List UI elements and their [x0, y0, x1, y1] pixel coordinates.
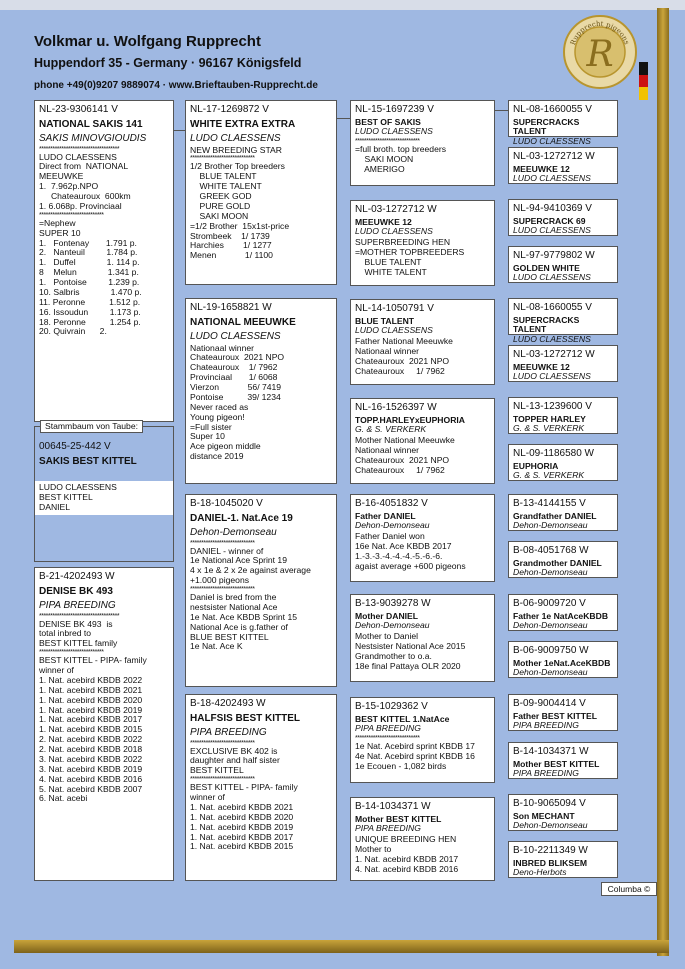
stammbaum-card [34, 426, 174, 562]
breeder: LUDO CLAESSENS [190, 133, 281, 144]
great-grandparent-card: NL-09-1186580 W EUPHORIA G. & S. VERKERK [508, 444, 618, 481]
dam-pigeon-card: B-21-4202493 W DENISE BK 493 PIPA BREEDING ************************************ DENISE BK 493 is total inbred to BEST KITTEL family ***************************** BEST KITTEL - PIPA- family winner of 1. Nat. acebird KBDB 2022 1. Nat. acebird KBDB 2021 1. Nat. acebird KBDB 2020 1. Nat. acebird KBDB 2019 1. Nat. acebird KBDB 2017 1. Nat. acebird KBDB 2015 2. Nat. acebird KBDB 2022 2. Nat. acebird KBDB 2018 3. Nat. acebird KBDB 2022 3. Nat. acebird KBDB 2019 4. Nat. acebird KBDB 2016 5. Nat. acebird KBDB 2007 6. Nat. acebi [34, 567, 174, 881]
gold-frame-bottom [14, 940, 669, 953]
ring-number: NL-17-1269872 V [190, 104, 269, 115]
pigeon-name: BEST OF SAKIS [355, 116, 421, 127]
grandparent-card [350, 398, 495, 484]
parent-card [185, 694, 337, 881]
breeder: Dehon-Demonseau [355, 520, 430, 531]
pigeon-info: ***************************** =full broth. top breeders SAKI MOON AMERIGO [355, 138, 447, 174]
german-flag [639, 62, 648, 100]
breeder: PIPA BREEDING [355, 723, 421, 734]
ring-number: B-15-1029362 V [355, 701, 428, 712]
breeder: LUDO CLAESSENS [355, 226, 433, 237]
pigeon-info: LUDO CLAESSENS Direct from NATIONAL MEEUWKE 1. 7.962p.NPO Chateauroux 600km 1. 6.068p. Provinciaal ***************************** =Nephew SUPER 10 1. Fontenay 1.791 p. 2. Nanteuil 1.784 p. 1. Duffel 1. 114 p. 8 Melun 1.341 p. 1. Pontoise 1.239 p. 10. Salbris 1.470 p. 11. Peronne 1.512 p. 16. Issoudun 1.173 p. 18. Peronne 1.254 p. 20. Quivrain 2. [39, 151, 142, 337]
pigeon-name: Mother BEST KITTEL [355, 813, 442, 824]
great-grandparent-card: B-13-4144155 V Grandfather DANIEL Dehon-Demonseau [508, 494, 618, 531]
pigeon-info: Father National Meeuwke Nationaal winner Chateauroux 2021 NPO Chateauroux 1/ 7962 [355, 336, 453, 376]
ring-number: NL-15-1697239 V [355, 104, 434, 115]
grandparent-card [350, 494, 495, 582]
breeder: G. & S. VERKERK [355, 424, 427, 435]
pigeon-name: SAKIS BEST KITTEL [39, 455, 137, 467]
grandparent-card [350, 594, 495, 682]
pigeon-name: NATIONAL SAKIS 141 [39, 118, 143, 130]
connector [337, 118, 350, 119]
ring-number: B-14-1034371 W [355, 801, 431, 812]
great-grandparent-card: NL-03-1272712 W MEEUWKE 12 LUDO CLAESSENS [508, 345, 618, 382]
ring-number: B-18-1045020 V [190, 498, 263, 509]
pigeon-name: DANIEL-1. Nat.Ace 19 [190, 512, 293, 524]
ring-number: B-16-4051832 V [355, 498, 428, 509]
great-grandparent-card: B-06-9009750 W Mother 1eNat.AceKBDB Dehon-Demonseau [508, 641, 618, 678]
breeder: Dehon-Demonseau [190, 527, 277, 538]
ring-number: B-18-4202493 W [190, 698, 266, 709]
breeder: PIPA BREEDING [190, 727, 267, 738]
great-grandparent-card: NL-08-1660055 V SUPERCRACKS TALENT LUDO CLAESSENS [508, 298, 618, 335]
great-grandparent-card: NL-08-1660055 V SUPERCRACKS TALENT LUDO CLAESSENS [508, 100, 618, 137]
great-grandparent-card: NL-94-9410369 V SUPERCRACK 69 LUDO CLAESSENS [508, 199, 618, 236]
breeder-address: Huppendorf 35 - Germany · 96167 Königsfeld [34, 56, 302, 70]
ring-number: B-13-9039278 W [355, 598, 431, 609]
connector [495, 110, 508, 111]
breeder: LUDO CLAESSENS [355, 325, 433, 336]
great-grandparent-card: B-10-9065094 V Son MECHANT Dehon-Demonseau [508, 794, 618, 831]
grandparent-card [350, 200, 495, 286]
gold-frame-right [657, 8, 669, 956]
rupprecht-logo [562, 14, 638, 90]
great-grandparent-card: B-10-2211349 W INBRED BLIKSEM Deno-Herbots [508, 841, 618, 878]
breeder: Dehon-Demonseau [355, 620, 430, 631]
ring-number: NL-23-9306141 V [39, 104, 118, 115]
pigeon-name: WHITE EXTRA EXTRA [190, 118, 296, 130]
ring-number: NL-03-1272712 W [355, 204, 437, 215]
pigeon-name: Mother DANIEL [355, 610, 419, 621]
connector [173, 130, 185, 131]
great-grandparent-card: NL-13-1239600 V TOPPER HARLEY G. & S. VERKERK [508, 397, 618, 434]
breeder-name: Volkmar u. Wolfgang Rupprecht [34, 33, 261, 50]
pigeon-info: ***************************** DANIEL - winner of 1e National Ace Sprint 19 4 x 1e & 2 x 2e against average +1.000 pigeons ***************************** Daniel is bred from the nestsister National Ace 1e Nat. Ace KBDB Sprint 15 National Ace is g.father of BLUE BEST KITTEL 1e Nat. Ace K [190, 539, 311, 652]
great-grandparent-card: B-09-9004414 V Father BEST KITTEL PIPA BREEDING [508, 694, 618, 731]
top-edge [0, 0, 685, 10]
parent-card [185, 494, 337, 687]
great-grandparent-card: B-06-9009720 V Father 1e NatAceKBDB Dehon-Demonseau [508, 594, 618, 631]
pigeon-info: DENISE BK 493 is total inbred to BEST KITTEL family ***************************** BEST KITTEL - PIPA- family winner of 1. Nat. acebird KBDB 2022 1. Nat. acebird KBDB 2021 1. Nat. acebird KBDB 2020 1. Nat. acebird KBDB 2019 1. Nat. acebird KBDB 2017 1. Nat. acebird KBDB 2015 2. Nat. acebird KBDB 2022 2. Nat. acebird KBDB 2018 3. Nat. acebird KBDB 2022 3. Nat. acebird KBDB 2019 4. Nat. acebird KBDB 2016 5. Nat. acebird KBDB 2007 6. Nat. acebi [39, 618, 147, 804]
pigeon-name: BLUE TALENT [355, 315, 415, 326]
breeder-contact: phone +49(0)9207 9889074 · www.Brieftauben-Rupprecht.de [34, 80, 318, 91]
great-grandparent-card: B-08-4051768 W Grandmother DANIEL Dehon-Demonseau [508, 541, 618, 578]
pigeon-info: NEW BREEDING STAR ***************************** 1/2 Brother Top breeders BLUE TALENT WHITE TALENT GREEK GOD PURE GOLD SAKI MOON =1/2 Brother 15x1st-price Strombeek 1/ 1739 Harchies 1/ 1277 Menen 1/ 1100 [190, 144, 290, 261]
ring-number: 00645-25-442 V [39, 441, 111, 452]
grandparent-card [350, 299, 495, 385]
pigeon-name: DENISE BK 493 [39, 585, 113, 597]
pigeon-name: MEEUWKE 12 [355, 216, 412, 227]
pigeon-info: LUDO CLAESSENS BEST KITTEL DANIEL [35, 481, 173, 515]
great-grandparent-card: NL-97-9779802 W GOLDEN WHITE LUDO CLAESSENS [508, 246, 618, 283]
great-grandparent-card: B-14-1034371 W Mother BEST KITTEL PIPA BREEDING [508, 742, 618, 779]
ring-number: B-21-4202493 W [39, 571, 115, 582]
breeder: LUDO CLAESSENS [190, 331, 281, 342]
breeder: LUDO CLAESSENS [355, 126, 433, 137]
pigeon-name: TOPP.HARLEYxEUPHORIA [355, 414, 465, 425]
pigeon-name: NATIONAL MEEUWKE [190, 316, 296, 328]
logo-letter: R [586, 34, 614, 75]
pigeon-info: UNIQUE BREEDING HEN Mother to 1. Nat. acebird KBDB 2017 4. Nat. acebird KBDB 2016 [355, 834, 459, 874]
pigeon-info: ***************************** EXCLUSIVE BK 402 is daughter and half sister BEST KITTEL ***************************** BEST KITTEL - PIPA- family winner of 1. Nat. acebird KBDB 2021 1. Nat. acebird KBDB 2020 1. Nat. acebird KBDB 2019 1. Nat. acebird KBDB 2017 1. Nat. acebird KBDB 2015 [190, 739, 298, 852]
grandparent-card [350, 100, 495, 186]
pigeon-name: BEST KITTEL 1.NatAce [355, 713, 450, 724]
breeder: PIPA BREEDING [355, 823, 421, 834]
pigeon-info: SUPERBREEDING HEN =MOTHER TOPBREEDERS BLUE TALENT WHITE TALENT [355, 237, 465, 277]
breeder: PIPA BREEDING [39, 600, 116, 611]
grandparent-card [350, 797, 495, 881]
grandparent-card [350, 697, 495, 783]
pigeon-info: Mother National Meeuwke Nationaal winner Chateauroux 2021 NPO Chateauroux 1/ 7962 [355, 435, 455, 475]
logo-text: Rupprecht pigeons [569, 19, 631, 47]
pigeon-name: Father DANIEL [355, 510, 416, 521]
pigeon-info: ***************************** 1e Nat. Acebird sprint KBDB 17 4e Nat. Acebird sprint KBDB 16 1e Ecouen - 1,082 birds [355, 735, 475, 771]
pigeon-info: Nationaal winner Chateauroux 2021 NPO Chateauroux 1/ 7962 Provinciaal 1/ 6068 Vierzon 56/ 7419 Pontoise 39/ 1234 Never raced as Young pigeon! =Full sister Super 10 Ace pigeon middle distance 2019 [190, 342, 285, 462]
ring-number: NL-14-1050791 V [355, 303, 434, 314]
great-grandparent-card: NL-03-1272712 W MEEUWKE 12 LUDO CLAESSENS [508, 147, 618, 184]
ring-number: NL-19-1658821 W [190, 302, 272, 313]
breeder: SAKIS MINOVGIOUDIS [39, 133, 147, 144]
parent-card [185, 100, 337, 285]
subject-pigeon-card: NL-23-9306141 V NATIONAL SAKIS 141 SAKIS MINOVGIOUDIS ************************************ LUDO CLAESSENS Direct from NATIONAL MEEUWKE 1. 7.962p.NPO Chateauroux 600km 1. 6.068p. Provinciaal ***************************** =Nephew SUPER 10 1. Fontenay 1.791 p. 2. Nanteuil 1.784 p. 1. Duffel 1. 114 p. 8 Melun 1.341 p. 1. Pontoise 1.239 p. 10. Salbris 1.470 p. 11. Peronne 1.512 p. 16. Issoudun 1.173 p. 18. Peronne 1.254 p. 20. Quivrain 2. [34, 100, 174, 422]
pigeon-name: HALFSIS BEST KITTEL [190, 712, 300, 724]
pigeon-info: Father Daniel won 16e Nat. Ace KBDB 2017 1.-3.-3.-4.-4.-4.-5.-6.-6. agaist average +600 pigeons [355, 531, 466, 571]
copyright-label: Columba © [601, 882, 657, 896]
stammbaum-label: Stammbaum von Taube: [40, 420, 143, 433]
parent-card [185, 298, 337, 484]
ring-number: NL-16-1526397 W [355, 402, 437, 413]
pigeon-info: Mother to Daniel Nestsister National Ace 2015 Grandmother to o.a. 18e final Pattaya OLR 2020 [355, 631, 466, 671]
